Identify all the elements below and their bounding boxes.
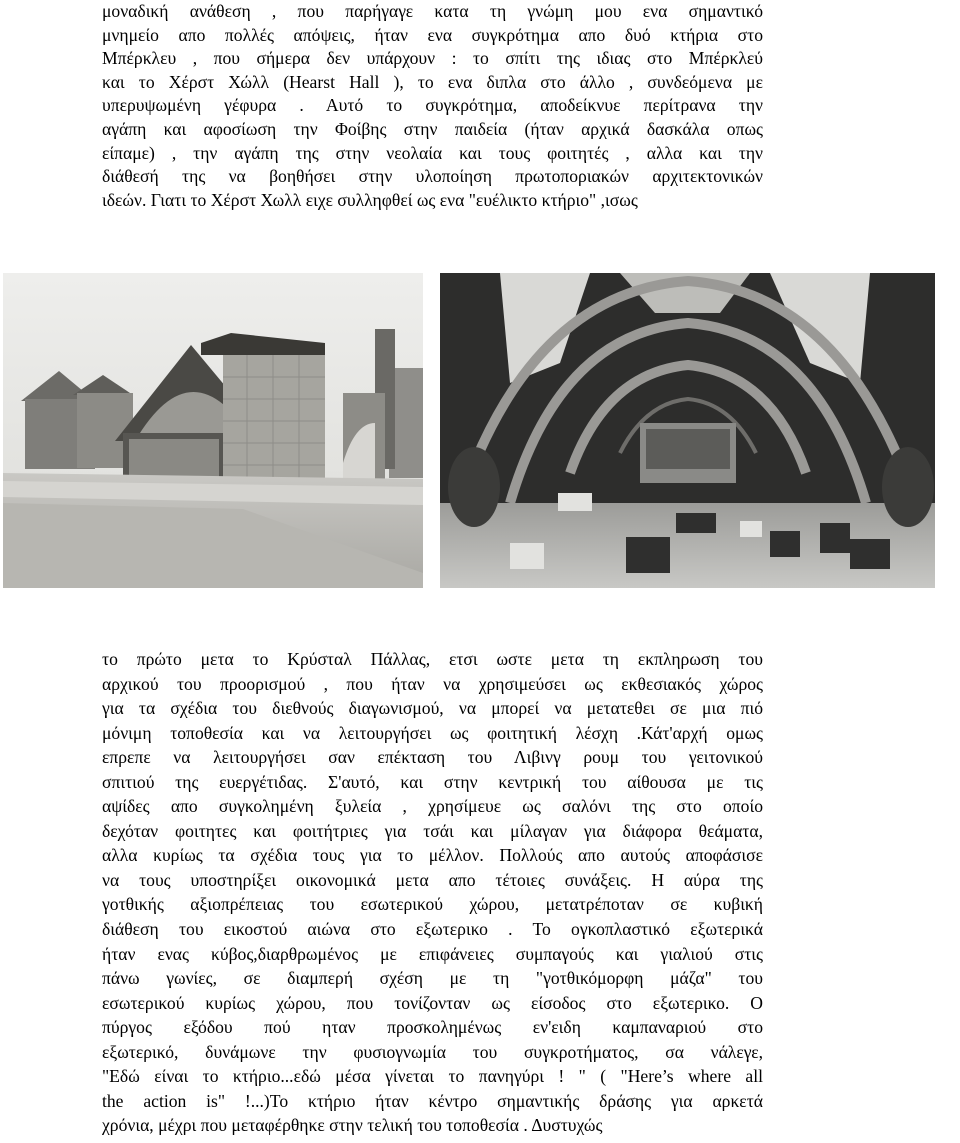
text-line: επρεπε να λειτουργήσει σαν επέκταση του Λιβινγ ρουμ του γειτονικού — [102, 747, 763, 768]
paragraph-top — [102, 0, 763, 212]
text-line: μοναδική ανάθεση , που παρήγαγε κατα τη γνώμη μου ενα σημαντικό — [102, 1, 763, 21]
text-line: μνημείο απο πολλές απόψεις, ήταν ενα συγκρότημα απο δυό κτήρια στο — [102, 24, 763, 45]
paragraph-bottom — [102, 647, 763, 1138]
interior-photo-drawing — [440, 273, 935, 588]
text-line: "Εδώ είναι το κτήριο...εδώ μέσα γίνεται το πανηγύρι ! " ( "Here’s where all — [102, 1066, 763, 1087]
text-line: δεχόταν φοιτητες και φοιτήτριες για τσάι και μίλαγαν για διάφορα θεάματα, — [102, 820, 763, 841]
text-line: και το Χέρστ Χώλλ (Hearst Hall ), το ενα διπλα στο άλλο , συνδεόμενα με — [102, 71, 763, 92]
text-line: ήταν ενας κύβος,διαρθρωμένος με επιφάνειες συμπαγούς και γιαλιού στις — [102, 943, 763, 964]
text-line: the action is" !...)Το κτήριο ήταν κέντρο σημαντικής δράσης για αρκετά — [102, 1090, 763, 1111]
text-line: το πρώτο μετα το Κρύσταλ Πάλλας, ετσι ωστε μετα τη εκπληρωση του — [102, 649, 763, 669]
text-line: χρόνια, μέχρι που μεταφέρθηκε στην τελική του τοποθεσία . Δυστυχώς — [102, 1115, 603, 1136]
text-line: πάνω γωνίες, σε διαμπερή σχέση με τη "γοτθικόμορφη μάζα" του — [102, 968, 763, 989]
text-line: για τα σχέδια του διεθνούς διαγωνισμού, να μπορεί να μετατεθει σε μια πιό — [102, 698, 763, 719]
text-line: πύργος εξόδου πού ηταν προσκολημένως εν'ειδη καμπαναριού στο — [102, 1017, 763, 1038]
interior-photo — [440, 273, 935, 588]
text-line: σπιτιού της ευεργέτιδας. Σ'αυτό, και στην κεντρική του αίθουσα με τις — [102, 771, 763, 792]
text-line: αρχικού του προορισμού , που ήταν να χρησιμεύσει ως εκθεσιακός χώρος — [102, 673, 763, 694]
text-line: υπερυψωμένη γέφυρα . Αυτό το συγκρότημα, αποδείκνυε περίτρανα την — [102, 95, 763, 116]
exterior-photo-drawing — [3, 273, 423, 588]
text-line: γοτθικής αξιοπρέπειας του εσωτερικού χώρου, μετατρέποταν σε κυβική — [102, 894, 763, 915]
text-line: εξωτερικό, δυνάμωνε την φυσιογνωμία του συγκροτήματος, σα νάλεγε, — [102, 1041, 763, 1062]
text-line: διάθεσή της να βοηθήσει στην υλοποίηση πρωτοποριακών αρχιτεκτονικών — [102, 166, 763, 187]
text-line: αγάπη και αφοσίωση την Φοίβης στην παιδεία (ήταν αρχικά δασκάλα οπως — [102, 118, 763, 139]
text-line: Μπέρκλευ , που σήμερα δεν υπάρχουν : το σπίτι της ιδιας στο Μπέρκλεύ — [102, 48, 763, 69]
text-line: ιδεών. Γιατι το Χέρστ Χωλλ ειχε συλληφθεί ως ενα "ευέλικτο κτήριο" ,ισως — [102, 189, 638, 210]
exterior-photo — [3, 273, 423, 588]
text-line: διάθεση του εικοστού αιώνα στο εξωτερικο . Το ογκοπλαστικό εξωτερικά — [102, 919, 763, 940]
text-line: είπαμε) , την αγάπη της στην νεολαία και τους φοιτητές , αλλα και την — [102, 142, 763, 163]
text-line: εσωτερικού κυρίως χώρου, που τονίζονταν ως είσοδος στο εξωτερικο. Ο — [102, 992, 763, 1013]
text-line: αλλα κυρίως τα σχέδια τους για το μέλλον. Πολλούς απο αυτούς αποφάσισε — [102, 845, 763, 866]
text-line: να τους υποστηρίξει οικονομικά μετα απο τέτοιες συνάξεις. Η αύρα της — [102, 869, 763, 890]
text-line: μόνιμη τοποθεσία και να λειτουργήσει ως φοιτητική λέσχη .Κάτ'αρχή ομως — [102, 722, 763, 743]
text-line: αψίδες απο συγκολημένη ξυλεία , χρησίμευε ως σαλόνι της στο οποίο — [102, 796, 763, 817]
